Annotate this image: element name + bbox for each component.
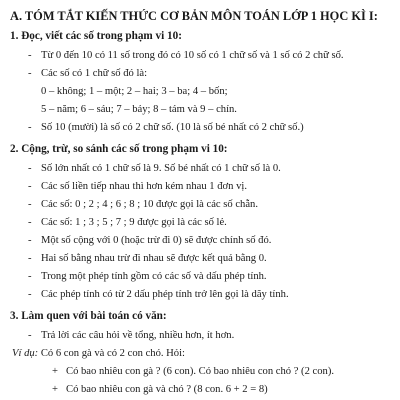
bullet-marker: -	[28, 163, 32, 174]
list-item-text: Các số liền tiếp nhau thì hơn kém nhau 1 đơn vị.	[41, 181, 247, 192]
plus-marker: +	[52, 384, 58, 395]
list-item	[10, 178, 390, 196]
list-item-text: Trong một phép tính gồm có các số và dấu phép tính.	[41, 271, 267, 282]
list-item-text: Số lớn nhất có 1 chữ số là 9. Số bé nhất có 1 chữ số là 0.	[41, 163, 281, 174]
list-item	[10, 119, 390, 137]
list-item-text: Các số: 1 ; 3 ; 5 ; 7 ; 9 được gọi là các số lẻ.	[41, 217, 227, 228]
bullet-marker: -	[28, 199, 32, 210]
list-item	[10, 268, 390, 286]
bullet-marker: -	[28, 122, 32, 133]
plus-marker: +	[52, 366, 58, 377]
list-item-text: Các số có 1 chữ số đó là:	[41, 68, 148, 79]
bullet-marker: -	[28, 330, 32, 341]
bullet-marker: -	[28, 271, 32, 282]
list-item-text: Hai số bằng nhau trừ đi nhau sẽ được kết quả bằng 0.	[41, 253, 267, 264]
list-item	[10, 250, 390, 268]
sub-list-item	[10, 381, 390, 399]
list-item-text: Các phép tính có từ 2 dấu phép tính trở lên gọi là dãy tính.	[41, 289, 289, 300]
list-item	[10, 286, 390, 304]
list-item	[10, 47, 390, 65]
section-heading: 3. Làm quen với bài toán có văn:	[10, 310, 167, 322]
list-item-text: Các số: 0 ; 2 ; 4 ; 6 ; 8 ; 10 được gọi là các số chẵn.	[41, 199, 258, 210]
continuation-line: 5 – năm; 6 – sáu; 7 – bảy; 8 – tám và 9 – chín.	[41, 104, 237, 115]
example-label: Ví dụ:	[12, 348, 39, 359]
bullet-marker: -	[28, 253, 32, 264]
example-line	[10, 345, 390, 363]
bullet-marker: -	[28, 217, 32, 228]
list-item-text: Trả lời các câu hỏi về tổng, nhiều hơn, ít hơn.	[41, 330, 235, 341]
list-item	[10, 196, 390, 214]
list-item-text: Một số cộng với 0 (hoặc trừ đi 0) sẽ được chính số đó.	[41, 235, 272, 246]
section-3	[10, 309, 390, 399]
bullet-marker: -	[28, 235, 32, 246]
sub-list-item-text: Có bao nhiêu con gà và chó ? (8 con. 6 + 2 = 8)	[66, 384, 268, 395]
section-heading: 1. Đọc, viết các số trong phạm vi 10:	[10, 30, 182, 42]
section-heading: 2. Cộng, trừ, so sánh các số trong phạm vi 10:	[10, 143, 228, 155]
list-item-text: Số 10 (mười) là số có 2 chữ số. (10 là số bé nhất có 2 chữ số.)	[41, 122, 304, 133]
list-item	[10, 232, 390, 250]
document-title: A. TÓM TẮT KIẾN THỨC CƠ BẢN MÔN TOÁN LỚP 1 HỌC KÌ I:	[10, 9, 378, 23]
bullet-marker: -	[28, 181, 32, 192]
list-item	[10, 65, 390, 83]
continuation-line: 0 – không; 1 – một; 2 – hai; 3 – ba; 4 – bốn;	[41, 86, 228, 97]
list-item	[10, 327, 390, 345]
sub-list-item	[10, 363, 390, 381]
sub-list-item-text: Có bao nhiêu con gà ? (6 con). Có bao nhiêu con chó ? (2 con).	[66, 366, 334, 377]
list-item-text: Từ 0 đến 10 có 11 số trong đó có 10 số có 1 chữ số và 1 số có 2 chữ số.	[41, 50, 344, 61]
bullet-marker: -	[28, 68, 32, 79]
list-item	[10, 160, 390, 178]
bullet-marker: -	[28, 50, 32, 61]
section-2	[10, 142, 390, 304]
example-text: Có 6 con gà và có 2 con chó. Hỏi:	[38, 348, 185, 359]
section-1	[10, 29, 390, 137]
list-item	[10, 214, 390, 232]
bullet-marker: -	[28, 289, 32, 300]
